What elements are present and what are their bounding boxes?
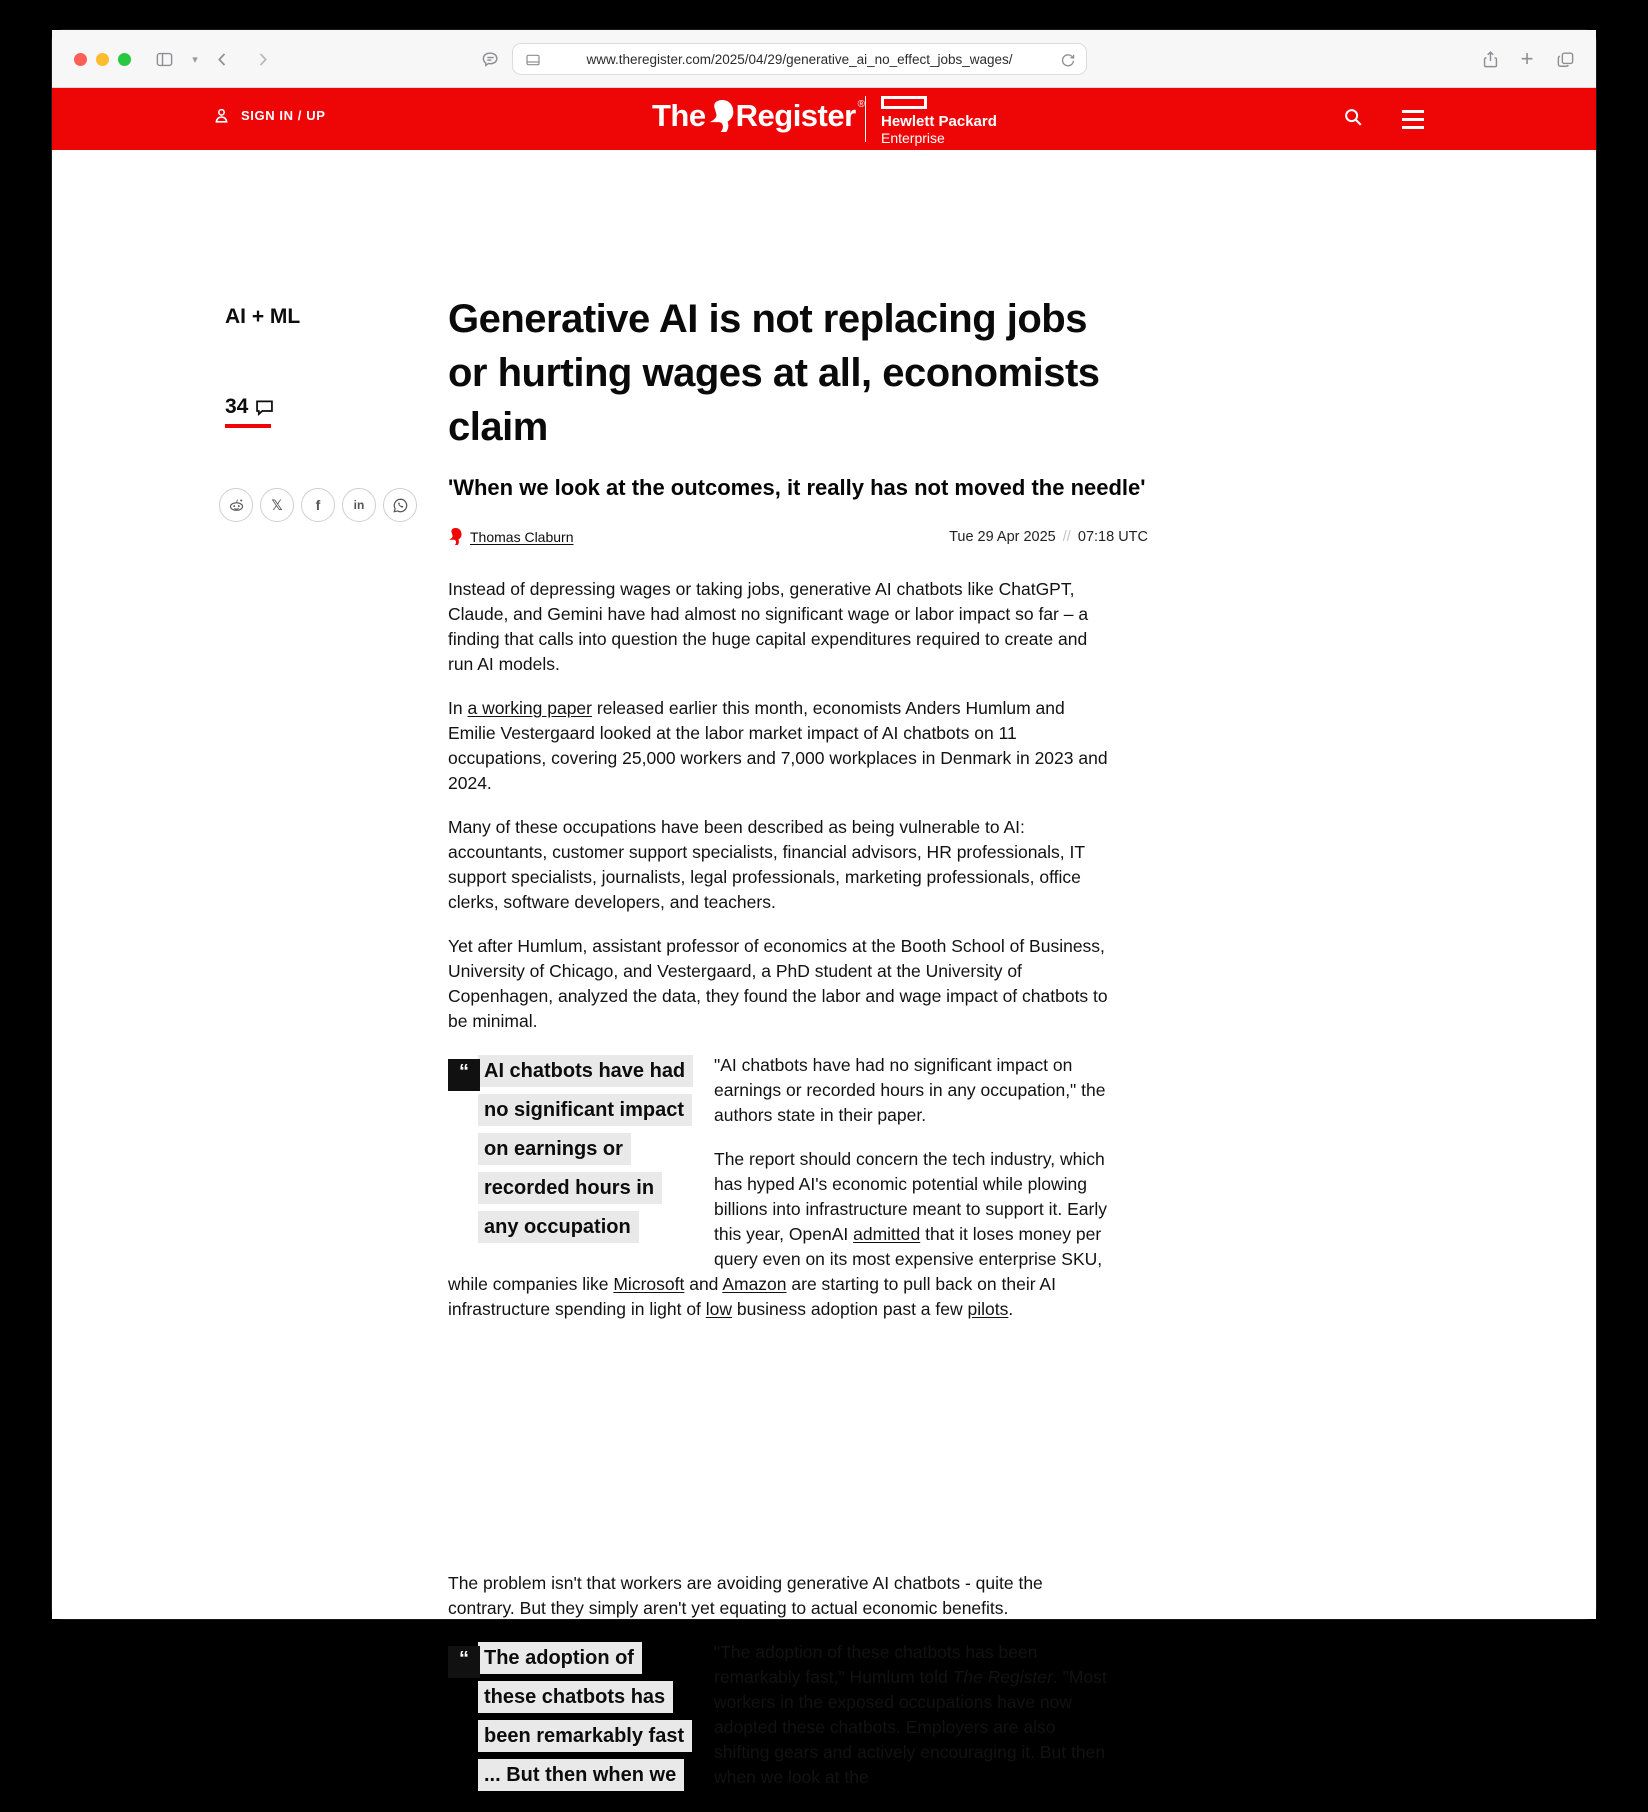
- article-title: Generative AI is not replacing jobs or hurting wages at all, economists claim: [448, 297, 1100, 449]
- text-segment: . "Most workers in the exposed occupations have now adopted these chatbots. Employers are also shifting gears and actively encouraging it. But then when we look at the: [714, 1667, 1107, 1787]
- page-content: [52, 150, 1596, 1787]
- x-icon: 𝕏: [271, 496, 283, 513]
- logo-register: Register: [735, 98, 856, 133]
- text-segment: are starting to pull back on their AI infrastructure spending in light of: [448, 1274, 1056, 1319]
- date: Tue 29 Apr 2025: [949, 528, 1056, 545]
- zoom-window-button[interactable]: [118, 53, 131, 66]
- ad-slot: [448, 1341, 1110, 1571]
- browser-toolbar: [52, 30, 1596, 88]
- text-segment: Yet after Humlum, assistant professor of economics at the Booth School of Business, University of Chicago, and Vestergaard, a PhD student at the University of Copenhagen, analyzed the data, they found the labor and wage impact of chatbots to be minimal.: [448, 936, 1108, 1031]
- text-segment: and: [684, 1274, 723, 1294]
- back-icon[interactable]: [210, 47, 234, 71]
- vulture-icon: [708, 100, 734, 132]
- hpe-logo: [881, 96, 997, 146]
- pullquote: [448, 1646, 696, 1802]
- pullquote-line: these chatbots has: [478, 1685, 696, 1724]
- quote-icon: “: [448, 1646, 480, 1678]
- text-segment: Instead of depressing wages or taking jobs, generative AI chatbots like ChatGPT, Claude, and Gemini have had almost no significant wage or labor impact so far – a finding that calls into question the huge capital expenditures required to create and run AI models.: [448, 579, 1089, 674]
- pullquote-line: AI chatbots have had: [478, 1059, 696, 1098]
- pullquote: [448, 1059, 696, 1254]
- article-subtitle: 'When we look at the outcomes, it really has not moved the needle': [448, 475, 1146, 500]
- text-segment: The report should concern the tech industry, which has hyped AI's economic potential while plowing billions into infrastructure meant to support it. Early this year, OpenAI: [714, 1149, 1107, 1244]
- pullquote-line: ... But then when we: [478, 1763, 696, 1802]
- paragraph: [448, 934, 1110, 1034]
- reddit-icon: [228, 497, 245, 514]
- reload-icon[interactable]: [1059, 51, 1077, 69]
- text-segment: The problem isn't that workers are avoiding generative AI chatbots - quite the contrary. But they simply aren't yet equating to actual economic benefits.: [448, 1573, 1043, 1618]
- website-settings-icon[interactable]: [525, 52, 541, 68]
- text-segment: "AI chatbots have had no significant impact on earnings or recorded hours in any occupation," the authors state in their paper.: [714, 1055, 1106, 1125]
- vulture-icon: [448, 528, 462, 545]
- dateline: [949, 529, 1148, 545]
- share-x-button[interactable]: [260, 488, 294, 522]
- comment-bubble-icon: [254, 397, 275, 418]
- sign-in-label: SIGN IN / UP: [241, 108, 326, 123]
- share-whatsapp-button[interactable]: [383, 488, 417, 522]
- pullquote-line: no significant impact: [478, 1098, 696, 1137]
- divider: [865, 96, 866, 142]
- pullquote-lines: [478, 1059, 696, 1254]
- reader-bubble-icon[interactable]: [478, 47, 502, 71]
- share-linkedin-button[interactable]: [342, 488, 376, 522]
- inline-link[interactable]: Amazon: [722, 1274, 787, 1294]
- site-masthead: [52, 88, 1596, 150]
- hpe-line2: Enterprise: [881, 130, 945, 146]
- hpe-line1: Hewlett Packard: [881, 113, 997, 130]
- logo-the: The: [652, 98, 706, 133]
- new-tab-icon[interactable]: +: [1520, 46, 1534, 71]
- inline-link[interactable]: a working paper: [467, 698, 592, 718]
- paragraph: [448, 696, 1110, 796]
- inline-link[interactable]: admitted: [853, 1224, 921, 1244]
- paragraph: [448, 1571, 1110, 1621]
- logo-trademark: ®: [857, 98, 865, 110]
- window-controls: [74, 53, 131, 66]
- pullquote-line: been remarkably fast: [478, 1724, 696, 1763]
- inline-link[interactable]: pilots: [967, 1299, 1009, 1319]
- chevron-down-icon[interactable]: ▾: [192, 53, 198, 66]
- pullquote-line: on earnings or: [478, 1137, 696, 1176]
- forward-icon[interactable]: [250, 47, 274, 71]
- person-icon: [212, 106, 231, 125]
- comments-underline: [225, 424, 271, 428]
- article: [448, 150, 1148, 1812]
- sign-in-button[interactable]: [212, 106, 326, 125]
- inline-link[interactable]: Microsoft: [613, 1274, 685, 1294]
- search-icon[interactable]: [1342, 106, 1368, 132]
- date-separator: //: [1062, 528, 1071, 545]
- section-label[interactable]: AI + ML: [225, 305, 301, 328]
- text-segment: .: [1008, 1299, 1014, 1319]
- paragraph: [448, 815, 1110, 915]
- facebook-icon: f: [315, 497, 321, 513]
- tab-overview-icon[interactable]: [1553, 47, 1577, 71]
- italic-text: The Register: [952, 1667, 1053, 1687]
- share-reddit-button[interactable]: [219, 488, 253, 522]
- article-body: [448, 577, 1110, 1790]
- share-facebook-button[interactable]: [301, 488, 335, 522]
- comment-count: 34: [225, 395, 249, 418]
- byline: [448, 528, 1148, 545]
- browser-window: [52, 30, 1596, 1787]
- paragraph: [448, 577, 1110, 677]
- pullquote-lines: [478, 1646, 696, 1802]
- text-segment: released earlier this month, economists Anders Humlum and Emilie Vestergaard looked at the labor market impact of AI chatbots on 11 occupations, covering 25,000 workers and 7,000 workplaces in Denmark in 2023 and 2024.: [448, 698, 1108, 793]
- whatsapp-icon: [392, 497, 409, 514]
- author-link[interactable]: Thomas Claburn: [470, 528, 574, 545]
- menu-icon[interactable]: [1402, 106, 1428, 132]
- share-icon[interactable]: [1478, 47, 1502, 71]
- quote-icon: “: [448, 1059, 480, 1091]
- inline-link[interactable]: low: [705, 1299, 733, 1319]
- address-bar[interactable]: [512, 43, 1087, 75]
- share-buttons: [219, 488, 417, 522]
- sidebar-icon[interactable]: [152, 47, 176, 71]
- hpe-rect-icon: [881, 96, 927, 109]
- text-segment: that it loses money per query even on its most expensive enterprise SKU, while companies like: [448, 1224, 1103, 1294]
- close-window-button[interactable]: [74, 53, 87, 66]
- text-segment: Many of these occupations have been described as being vulnerable to AI: accountants, customer support specialists, financial advisors, HR professionals, IT support specialists, journalists, legal professionals, marketing professionals, office clerks, software developers, and teachers.: [448, 817, 1085, 912]
- pullquote-line: any occupation: [478, 1215, 696, 1254]
- register-logo[interactable]: [652, 98, 865, 134]
- comments-link[interactable]: [225, 395, 275, 428]
- text-segment: "The adoption of these chatbots has been remarkably fast," Humlum told: [714, 1642, 1038, 1687]
- text-segment: In: [448, 698, 468, 718]
- text-segment: business adoption past a few: [732, 1299, 968, 1319]
- pullquote-line: The adoption of: [478, 1646, 696, 1685]
- linkedin-icon: in: [353, 498, 365, 512]
- author: [448, 528, 574, 545]
- sponsor-logo[interactable]: [865, 96, 997, 146]
- pullquote-line: recorded hours in: [478, 1176, 696, 1215]
- url-text: www.theregister.com/2025/04/29/generative_ai_no_effect_jobs_wages/: [586, 51, 1013, 67]
- minimize-window-button[interactable]: [96, 53, 109, 66]
- time: 07:18 UTC: [1077, 528, 1148, 545]
